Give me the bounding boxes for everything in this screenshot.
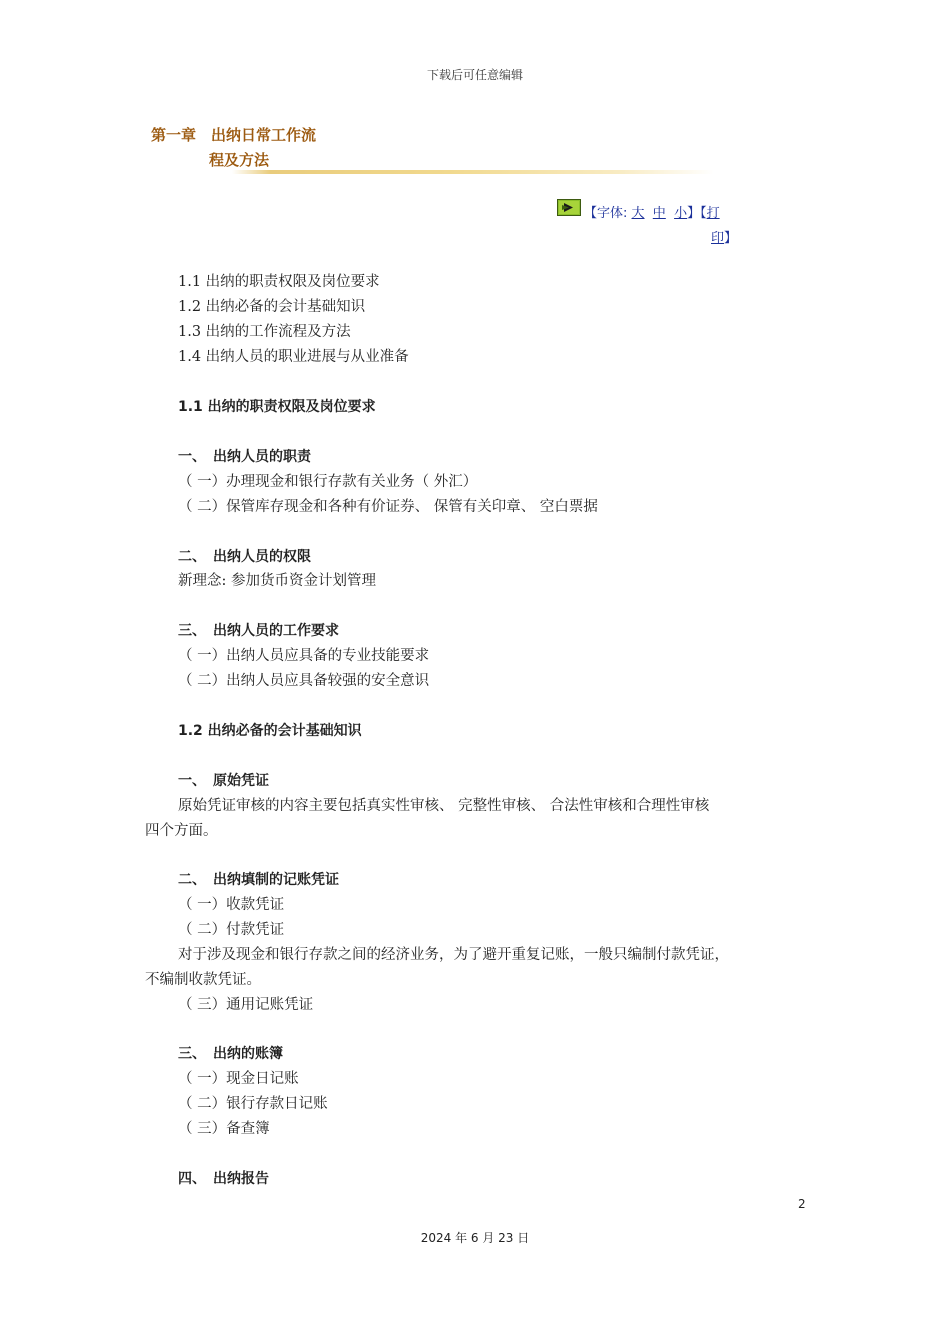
paragraph: 对于涉及现金和银行存款之间的经济业务，为了避开重复记账，一般只编制付款凭证， [178, 947, 729, 963]
list-item: （ 二）银行存款日记账 [178, 1096, 328, 1112]
list-item: （ 一）出纳人员应具备的专业技能要求 [178, 648, 430, 664]
paragraph-continuation: 不编制收款凭证。 [145, 972, 261, 988]
print-link-part1[interactable]: 打 [706, 206, 720, 221]
list-item: （ 三）备查簿 [178, 1121, 270, 1137]
section-heading-1-1: 1.1 出纳的职责权限及岗位要求 [178, 399, 376, 415]
font-bar-open: 【字体: [584, 206, 632, 221]
print-link-part2[interactable]: 印 [711, 231, 725, 246]
toc-item[interactable]: 1.2 出纳必备的会计基础知识 [178, 299, 366, 315]
subheading: 二、 出纳人员的权限 [178, 549, 311, 565]
font-size-bar [584, 202, 720, 221]
list-item: （ 一）现金日记账 [178, 1071, 299, 1087]
list-item: （ 一）办理现金和银行存款有关业务（ 外汇） [178, 474, 478, 490]
toc-item[interactable]: 1.4 出纳人员的职业进展与从业准备 [178, 349, 409, 365]
subheading: 一、 原始凭证 [178, 773, 269, 789]
subheading: 二、 出纳填制的记账凭证 [178, 872, 339, 888]
font-large-link[interactable]: 大 [631, 206, 645, 221]
paragraph: 原始凭证审核的内容主要包括真实性审核、 完整性审核、 合法性审核和合理性审核 [178, 798, 710, 814]
list-item: （ 三）通用记账凭证 [178, 997, 314, 1013]
list-item: （ 二）付款凭证 [178, 922, 285, 938]
font-small-link[interactable]: 小 [674, 206, 688, 221]
title-divider [232, 170, 714, 174]
subheading: 三、 出纳人员的工作要求 [178, 623, 339, 639]
list-item: （ 二）保管库存现金和各种有价证券、 保管有关印章、 空白票据 [178, 499, 598, 515]
font-size-bar-line2 [711, 227, 737, 246]
toc-item[interactable]: 1.3 出纳的工作流程及方法 [178, 324, 351, 340]
header-note: 下载后可任意编辑 [426, 68, 523, 82]
page-number: 2 [798, 1197, 806, 1211]
chapter-title-line2: 程及方法 [209, 151, 270, 169]
subheading: 一、 出纳人员的职责 [178, 449, 311, 465]
paragraph: 新理念: 参加货币资金计划管理 [178, 573, 376, 589]
font-bar-end: 】 [724, 231, 738, 246]
font-bar-separator: 】【 [687, 206, 707, 221]
toc-item[interactable]: 1.1 出纳的职责权限及岗位要求 [178, 274, 380, 290]
section-heading-1-2: 1.2 出纳必备的会计基础知识 [178, 723, 362, 739]
list-item: （ 二）出纳人员应具备较强的安全意识 [178, 673, 430, 689]
paragraph-continuation: 四个方面。 [145, 823, 218, 839]
chapter-title-line1: 第一章 出纳日常工作流 [151, 126, 317, 144]
font-medium-link[interactable]: 中 [652, 206, 666, 221]
arrow-right-icon[interactable] [557, 199, 581, 216]
subheading: 三、 出纳的账簿 [178, 1046, 283, 1062]
list-item: （ 一）收款凭证 [178, 897, 285, 913]
subheading: 四、 出纳报告 [178, 1171, 269, 1187]
footer-date: 2024 年 6 月 23 日 [420, 1231, 530, 1245]
